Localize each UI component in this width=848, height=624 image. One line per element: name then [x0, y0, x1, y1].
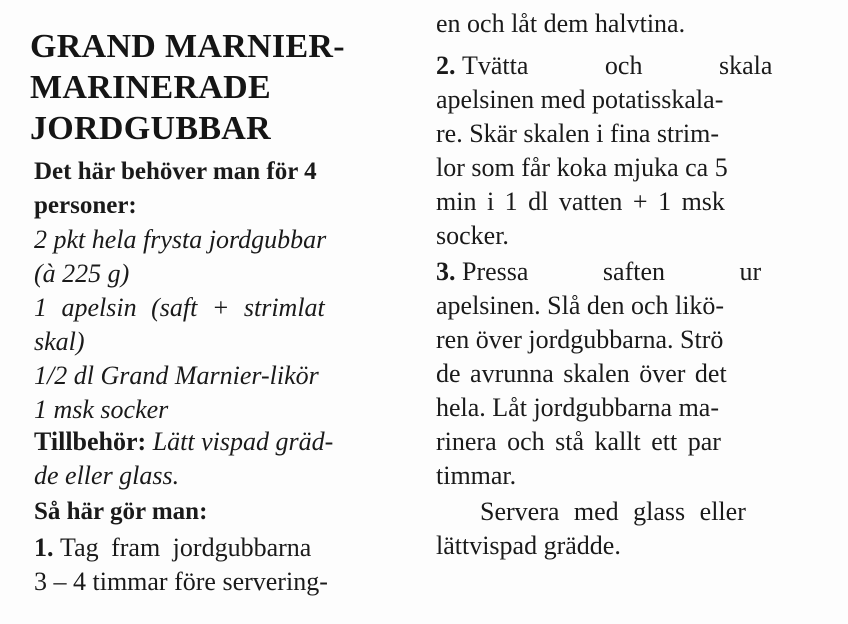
ingredient-item: 1 msk socker: [34, 395, 169, 424]
step-number: 2.: [436, 51, 456, 80]
step-text: min i 1 dl vatten + 1 msk: [436, 187, 725, 216]
method-heading: Så här gör man:: [34, 498, 208, 525]
ingredient-item: 1 apelsin (saft + strimlat: [34, 293, 325, 322]
accessories-label: Tillbehör:: [34, 427, 147, 456]
accessories-line: [34, 426, 333, 458]
ingredient-item: (à 225 g): [34, 259, 130, 288]
step-3: [436, 256, 761, 288]
ingredients-heading-cont: personer:: [34, 192, 137, 219]
ingredient-item: skal): [34, 327, 85, 356]
step-text: Pressa saften ur: [462, 257, 762, 286]
step-text: re. Skär skalen i fina strim-: [436, 119, 720, 148]
accessories-text: Lätt vispad gräd-: [152, 427, 334, 456]
step-text: Tvätta och skala: [462, 51, 773, 80]
step-1: [34, 532, 311, 564]
step-text: timmar.: [436, 461, 517, 490]
ingredient-item: 1/2 dl Grand Marnier-likör: [34, 361, 319, 390]
step-text: de avrunna skalen över det: [436, 359, 727, 388]
title-line: JORDGUBBAR: [30, 110, 272, 147]
step-2: [436, 50, 772, 82]
step-text: 3 – 4 timmar före servering-: [34, 567, 328, 596]
recipe-title: [30, 26, 345, 149]
serving-note: Servera med glass eller: [480, 497, 746, 526]
serving-note-cont: lättvispad grädde.: [436, 531, 621, 560]
step-number: 3.: [436, 257, 456, 286]
step-text: apelsinen med potatisskala-: [436, 85, 724, 114]
step-number: 1.: [34, 533, 54, 562]
step-text: hela. Låt jordgubbarna ma-: [436, 393, 719, 422]
step-text: apelsinen. Slå den och likö-: [436, 291, 725, 320]
step-text: socker.: [436, 221, 509, 250]
step-text: rinera och stå kallt ett par: [436, 427, 721, 456]
step-text: lor som får koka mjuka ca 5: [436, 153, 728, 182]
accessories-text-cont: de eller glass.: [34, 461, 180, 490]
ingredients-heading: Det här behöver man för 4: [34, 158, 317, 185]
title-line: GRAND MARNIER-: [30, 28, 345, 65]
title-line: MARINERADE: [30, 69, 271, 106]
ingredient-item: 2 pkt hela frysta jordgubbar: [34, 225, 327, 254]
step-text: en och låt dem halvtina.: [436, 9, 686, 38]
step-text: ren över jordgubbarna. Strö: [436, 325, 724, 354]
step-text: Tag fram jordgubbarna: [60, 533, 312, 562]
